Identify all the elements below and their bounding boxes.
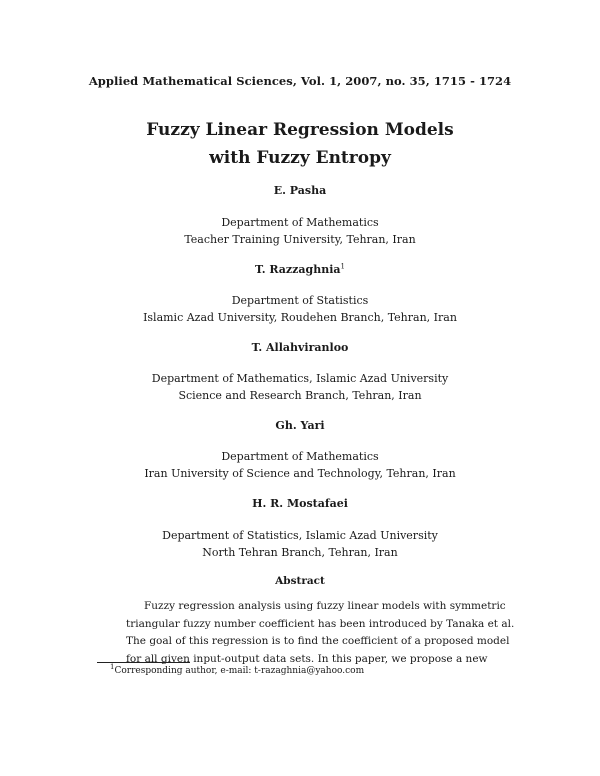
footnote-marker: 1	[340, 262, 346, 271]
author-affiliation-line-1: Department of Mathematics, Islamic Azad University	[151, 372, 449, 385]
author-affiliation-line-1: Department of Statistics, Islamic Azad University	[162, 529, 438, 542]
footnote	[110, 663, 365, 676]
author-affiliation-line-1: Department of Statistics	[231, 294, 369, 307]
abstract-line: Fuzzy regression analysis using fuzzy linear models with symmetric	[144, 600, 506, 612]
abstract-body	[126, 598, 515, 668]
journal-citation: Applied Mathematical Sciences, Vol. 1, 2007, no. 35, 1715 - 1724	[88, 74, 512, 88]
author-name: E. Pasha	[273, 184, 327, 197]
author-name-text: T. Razzaghnia	[254, 263, 341, 276]
author-name-corresponding	[0, 263, 600, 276]
abstract-line: for all given input-output data sets. In this paper, we propose a new	[126, 652, 488, 665]
paper-title-line-2: with Fuzzy Entropy	[209, 148, 391, 168]
abstract-line: The goal of this regression is to find the coefficient of a proposed model	[126, 635, 510, 648]
footnote-text: Corresponding author, e-mail: t-razaghnia@yahoo.com	[114, 666, 365, 676]
author-affiliation-line-1: Department of Mathematics	[221, 216, 379, 229]
author-name: T. Allahviranloo	[251, 341, 349, 354]
author-affiliation-line-1: Department of Mathematics	[221, 450, 379, 463]
abstract-line: triangular fuzzy number coefficient has been introduced by Tanaka et al.	[126, 617, 515, 630]
author-name: H. R. Mostafaei	[252, 497, 348, 510]
paper-title-line-1: Fuzzy Linear Regression Models	[146, 120, 454, 140]
author-affiliation-line-2: Iran University of Science and Technology, Tehran, Iran	[144, 467, 456, 480]
abstract-heading: Abstract	[275, 575, 325, 587]
author-affiliation-line-2: Science and Research Branch, Tehran, Iran	[178, 389, 422, 402]
author-affiliation-line-2: Teacher Training University, Tehran, Iran	[184, 233, 416, 246]
footnote-marker: 1	[110, 663, 115, 671]
author-name: Gh. Yari	[275, 419, 325, 432]
author-affiliation-line-2: Islamic Azad University, Roudehen Branch, Tehran, Iran	[143, 311, 457, 324]
author-affiliation-line-2: North Tehran Branch, Tehran, Iran	[202, 546, 398, 559]
